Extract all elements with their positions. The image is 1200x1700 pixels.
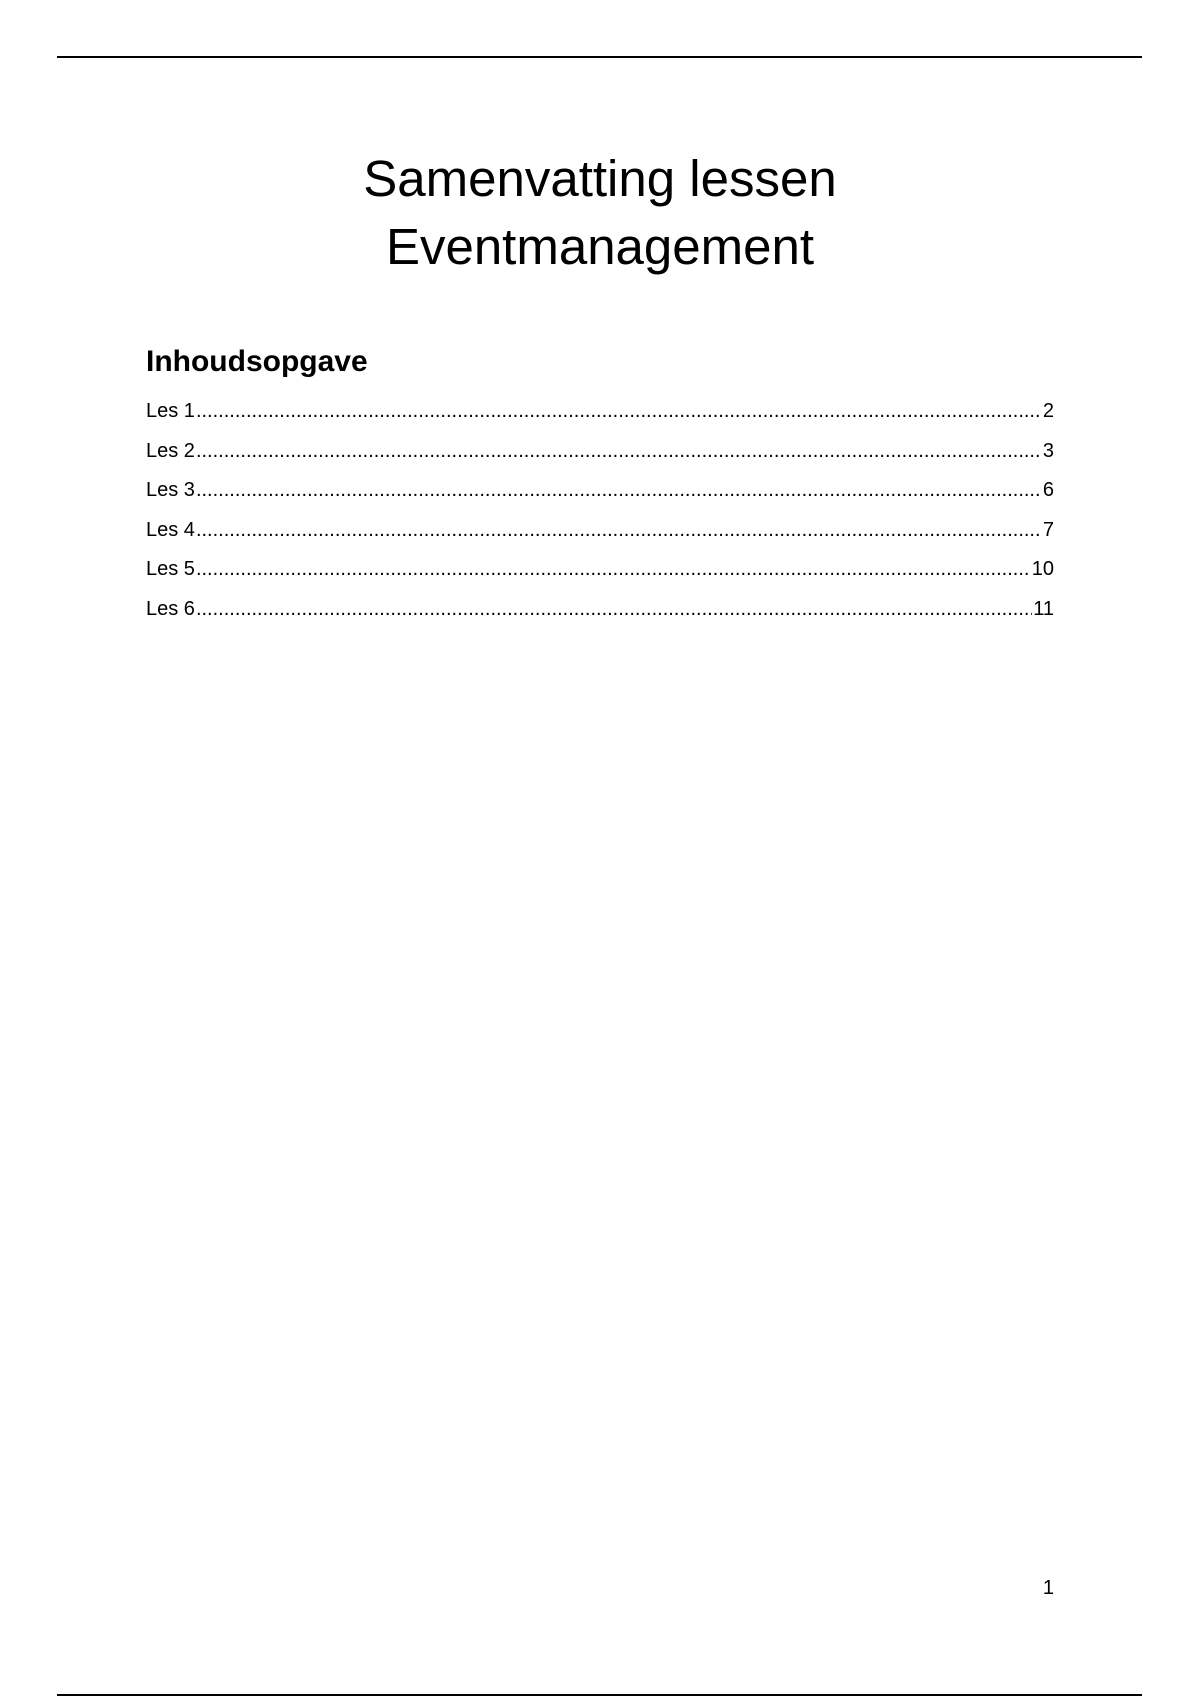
toc-dot-leader <box>196 471 1042 511</box>
header-rule <box>57 56 1142 58</box>
footer-rule <box>57 1694 1142 1696</box>
toc-entry[interactable] <box>146 511 1054 551</box>
toc-dot-leader <box>196 432 1042 472</box>
title-line-1: Samenvatting lessen <box>363 150 837 207</box>
title-line-2: Eventmanagement <box>385 218 815 275</box>
toc-entry-page: 10 <box>1031 558 1054 580</box>
toc-entry-page: 7 <box>1042 518 1054 541</box>
toc-entry-label: Les 6 <box>146 597 195 620</box>
toc-entry-page: 6 <box>1042 479 1054 501</box>
toc-entry-label: Les 5 <box>146 558 195 580</box>
toc-entry[interactable] <box>146 471 1054 511</box>
toc-entry-page: 2 <box>1042 400 1054 422</box>
toc-entry-label: Les 2 <box>146 439 195 462</box>
toc-entry-label: Les 1 <box>146 400 195 422</box>
toc-entry-page: 3 <box>1042 439 1054 462</box>
document-title <box>0 145 1200 281</box>
toc-entry-label: Les 4 <box>146 518 195 541</box>
toc-dot-leader <box>196 550 1031 590</box>
toc-heading: Inhoudsopgave <box>146 345 368 378</box>
toc-dot-leader <box>196 511 1042 551</box>
toc-entry[interactable] <box>146 432 1054 472</box>
table-of-contents <box>146 342 1054 629</box>
toc-entry[interactable] <box>146 590 1054 630</box>
toc-entry-label: Les 3 <box>146 479 195 501</box>
toc-entry[interactable] <box>146 550 1054 590</box>
toc-dot-leader <box>196 392 1042 432</box>
page-number: 1 <box>1042 1577 1054 1599</box>
toc-entry[interactable] <box>146 392 1054 432</box>
toc-dot-leader <box>196 590 1032 630</box>
toc-entry-page: 11 <box>1033 597 1054 620</box>
